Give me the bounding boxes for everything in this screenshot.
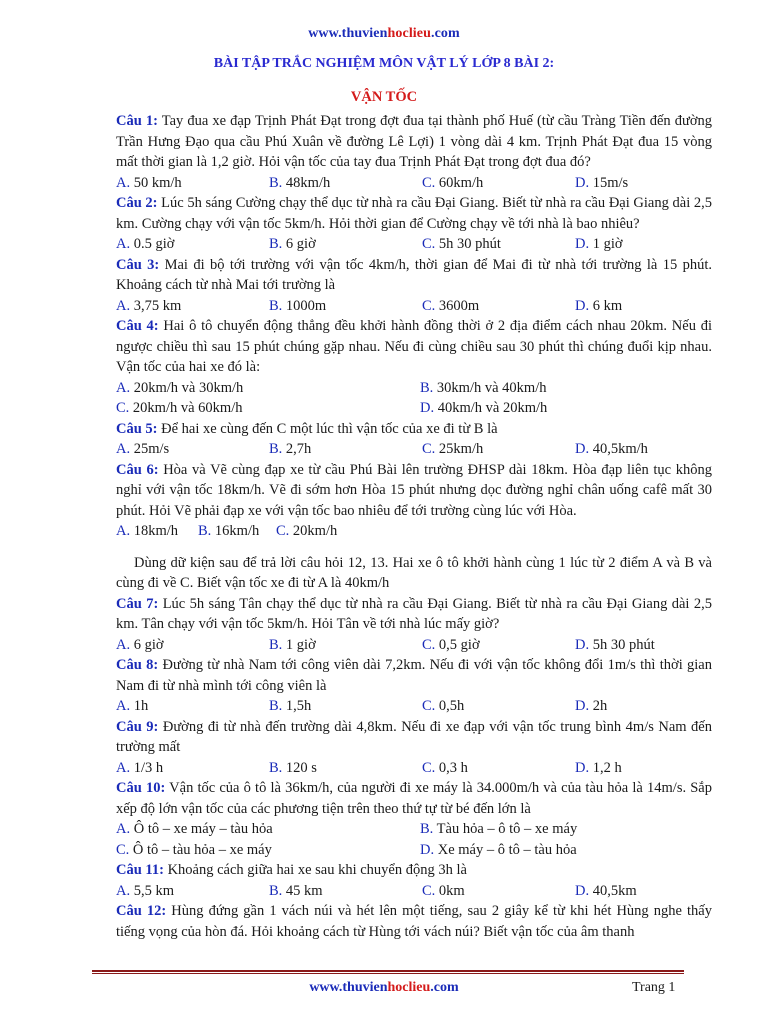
question-label: Câu 11: bbox=[116, 862, 164, 878]
site-name-part: www.thuvien bbox=[309, 980, 388, 995]
option-letter: A. bbox=[116, 821, 131, 837]
shared-data-note: Dùng dữ kiện sau để trả lời câu hỏi 12, 13. Hai xe ô tô khởi hành cùng 1 lúc từ 2 điểm A và B và cùng đi về C. Biết vận tốc xe đi từ A là 40km/h bbox=[116, 554, 712, 591]
option-c[interactable] bbox=[422, 881, 575, 902]
option-letter: A. bbox=[116, 379, 131, 396]
site-name-part: .com bbox=[430, 980, 459, 995]
options-row bbox=[116, 234, 712, 255]
question-label: Câu 7: bbox=[116, 595, 159, 612]
option-d[interactable] bbox=[575, 881, 728, 902]
option-letter: C. bbox=[422, 698, 436, 714]
option-text: Tàu hỏa – ô tô – xe máy bbox=[433, 821, 578, 837]
option-letter: B. bbox=[420, 379, 434, 396]
option-text: 5h 30 phút bbox=[435, 236, 501, 252]
option-text: 40,5km/h bbox=[589, 441, 648, 457]
question-10 bbox=[116, 778, 712, 819]
option-letter: A. bbox=[116, 297, 131, 314]
option-text: 0,3 h bbox=[435, 759, 468, 776]
option-letter: B. bbox=[269, 882, 283, 899]
option-a[interactable] bbox=[116, 819, 420, 840]
option-c[interactable] bbox=[116, 840, 420, 861]
question-5 bbox=[116, 419, 712, 440]
option-letter: B. bbox=[420, 821, 434, 837]
option-a[interactable] bbox=[116, 439, 269, 460]
options-row bbox=[116, 758, 712, 779]
option-letter: D. bbox=[575, 174, 590, 191]
option-b[interactable] bbox=[420, 378, 712, 399]
option-text: 1 giờ bbox=[589, 236, 623, 252]
option-d[interactable] bbox=[575, 439, 728, 460]
question-text: Tay đua xe đạp Trịnh Phát Đạt trong đợt đua tại thành phố Huế (từ cầu Tràng Tiền đến đường Trần Hưng Đạo qua cầu Phú Xuân về đường Lê Lợi) 1 vòng dài 4 km. Trịnh Phát Đạt đua 15 vòng mất thời gian là 1,2 giờ. Hỏi vận tốc của tay đua Trịnh Phát Đạt trong đợt đua đó? bbox=[116, 113, 712, 170]
option-text: 50 km/h bbox=[130, 174, 182, 191]
question-list bbox=[116, 111, 712, 942]
question-label: Câu 5: bbox=[116, 420, 158, 437]
site-header-link[interactable] bbox=[0, 26, 768, 42]
option-letter: A. bbox=[116, 523, 131, 539]
option-text: 6 giờ bbox=[282, 236, 316, 252]
option-letter: C. bbox=[116, 841, 130, 858]
site-name-part: hoclieu bbox=[387, 980, 431, 995]
option-text: 2,7h bbox=[282, 441, 312, 457]
option-letter: B. bbox=[269, 636, 283, 653]
option-letter: A. bbox=[116, 441, 131, 457]
option-text: Ô tô – xe máy – tàu hỏa bbox=[130, 821, 273, 837]
option-text: 18km/h bbox=[130, 523, 179, 539]
option-letter: B. bbox=[269, 759, 283, 776]
option-b[interactable] bbox=[269, 173, 422, 194]
question-7 bbox=[116, 594, 712, 635]
option-letter: A. bbox=[116, 636, 131, 653]
option-c[interactable] bbox=[422, 635, 575, 656]
question-label: Câu 12: bbox=[116, 903, 167, 919]
option-text: 48km/h bbox=[282, 174, 331, 191]
question-label: Câu 3: bbox=[116, 256, 160, 273]
question-text: Đường từ nhà Nam tới công viên dài 7,2km. Nếu đi với vận tốc không đổi 1m/s thì thời gian Nam đi từ nhà mình tới công viên là bbox=[116, 657, 712, 694]
option-letter: D. bbox=[575, 882, 590, 899]
question-3 bbox=[116, 255, 712, 296]
option-text: 1/3 h bbox=[130, 759, 164, 776]
question-text: Hòa và Vẽ cùng đạp xe từ cầu Phú Bài lên trường ĐHSP dài 18km. Hòa đạp liên tục không nghỉ với vận tốc 18km/h. Vẽ đi sớm hơn Hòa 15 phút nhưng dọc đường nghỉ chân uống cafê mất 30 phút. Hỏi Vẽ phải đạp xe với vận tốc bao nhiêu để tới trường cùng lúc với Hòa. bbox=[116, 461, 712, 519]
option-letter: D. bbox=[575, 759, 590, 776]
option-text: 0.5 giờ bbox=[130, 236, 175, 252]
option-letter: D. bbox=[575, 441, 590, 457]
document-title: BÀI TẬP TRẮC NGHIỆM MÔN VẬT LÝ LỚP 8 BÀI 2: bbox=[213, 56, 555, 71]
option-letter: B. bbox=[269, 698, 283, 714]
option-text: 20km/h và 60km/h bbox=[129, 400, 243, 416]
question-1 bbox=[116, 111, 712, 173]
page-number: Trang 1 bbox=[632, 980, 676, 995]
option-a[interactable] bbox=[116, 881, 269, 902]
option-letter: A. bbox=[116, 174, 131, 191]
question-text: Khoảng cách giữa hai xe sau khi chuyển động 3h là bbox=[163, 862, 467, 878]
options-row bbox=[116, 635, 712, 656]
option-a[interactable] bbox=[116, 378, 420, 399]
option-text: 25km/h bbox=[435, 441, 484, 457]
option-text: 1000m bbox=[282, 297, 327, 314]
options-row bbox=[116, 296, 712, 317]
option-text: 15m/s bbox=[589, 174, 629, 191]
option-text: Xe máy – ô tô – tàu hỏa bbox=[434, 841, 577, 858]
option-d[interactable] bbox=[420, 840, 712, 861]
question-text: Đường đi từ nhà đến trường dài 4,8km. Nếu đi xe đạp với vận tốc trung bình 4m/s Nam đến trường mất bbox=[116, 718, 712, 755]
options-row bbox=[116, 521, 712, 542]
option-d[interactable] bbox=[575, 758, 728, 779]
option-d[interactable] bbox=[575, 696, 728, 717]
site-name-part: .com bbox=[431, 26, 460, 41]
option-text: 6 km bbox=[589, 297, 623, 314]
option-a[interactable] bbox=[116, 696, 269, 717]
option-text: 0,5 giờ bbox=[435, 636, 480, 653]
question-text: Vận tốc của ô tô là 36km/h, của người đi xe máy là 34.000m/h và của tàu hỏa là 14m/s. Sắp xếp độ lớn vận tốc của các phương tiện trên theo thứ tự từ bé đến lớn là bbox=[116, 780, 712, 817]
option-text: 0km bbox=[435, 882, 465, 899]
option-text: 0,5h bbox=[435, 698, 465, 714]
option-d[interactable] bbox=[575, 296, 728, 317]
option-letter: D. bbox=[575, 636, 590, 653]
option-letter: A. bbox=[116, 698, 131, 714]
option-text: 2h bbox=[589, 698, 608, 714]
option-letter: D. bbox=[575, 236, 590, 252]
option-letter: B. bbox=[269, 441, 283, 457]
option-letter: C. bbox=[422, 882, 436, 899]
option-text: 20km/h và 30km/h bbox=[130, 379, 244, 396]
question-2 bbox=[116, 193, 712, 234]
question-text: Lúc 5h sáng Tân chạy thể dục từ nhà ra cầu Đại Giang. Biết từ nhà ra cầu Đại Giang dài 2,5 km. Tân chạy với vận tốc 5km/h. Hỏi Tân về tới nhà lúc mấy giờ? bbox=[116, 595, 712, 632]
question-text: Lúc 5h sáng Cường chạy thể dục từ nhà ra cầu Đại Giang. Biết từ nhà ra cầu Đại Giang dài 2,5 km. Cường chạy với vận tốc 5km/h. Hỏi thời gian để Cường chạy về tới nhà là bao nhiêu? bbox=[116, 195, 712, 232]
option-b[interactable] bbox=[269, 296, 422, 317]
option-d[interactable] bbox=[420, 398, 712, 419]
option-c[interactable] bbox=[422, 696, 575, 717]
option-text: Ô tô – tàu hỏa – xe máy bbox=[129, 841, 272, 858]
document-subtitle: VẬN TỐC bbox=[350, 89, 418, 105]
option-text: 25m/s bbox=[130, 441, 170, 457]
option-a[interactable] bbox=[116, 173, 269, 194]
option-text: 16km/h bbox=[211, 523, 260, 539]
option-c[interactable] bbox=[422, 439, 575, 460]
option-b[interactable] bbox=[269, 696, 422, 717]
option-b[interactable] bbox=[420, 819, 712, 840]
option-text: 20km/h bbox=[289, 523, 338, 539]
question-text: Hùng đứng gần 1 vách núi và hét lên một tiếng, sau 2 giây kể từ khi hét Hùng nghe thấy tiếng vọng của hòn đá. Hỏi khoảng cách từ Hùng tới vách núi? Biết vận tốc của âm thanh bbox=[116, 903, 712, 940]
option-text: 120 s bbox=[282, 759, 317, 776]
option-a[interactable] bbox=[116, 296, 269, 317]
option-c[interactable] bbox=[422, 173, 575, 194]
option-text: 30km/h và 40km/h bbox=[433, 379, 547, 396]
options-grid bbox=[116, 378, 712, 419]
option-letter: D. bbox=[575, 297, 590, 314]
option-text: 1 giờ bbox=[282, 636, 316, 653]
option-letter: C. bbox=[422, 297, 436, 314]
option-b[interactable] bbox=[269, 881, 422, 902]
option-b[interactable] bbox=[269, 635, 422, 656]
question-12 bbox=[116, 901, 712, 942]
option-text: 40,5km bbox=[589, 882, 637, 899]
option-d[interactable] bbox=[575, 173, 728, 194]
options-row bbox=[116, 881, 712, 902]
option-c[interactable] bbox=[422, 758, 575, 779]
option-text: 1,2 h bbox=[589, 759, 622, 776]
question-4 bbox=[116, 316, 712, 378]
option-a[interactable] bbox=[116, 758, 269, 779]
options-row bbox=[116, 696, 712, 717]
option-text: 60km/h bbox=[435, 174, 484, 191]
option-letter: C. bbox=[422, 236, 436, 252]
option-letter: C. bbox=[422, 759, 436, 776]
options-row bbox=[116, 173, 712, 194]
option-c[interactable] bbox=[422, 296, 575, 317]
option-a[interactable] bbox=[116, 521, 198, 542]
option-text: 5h 30 phút bbox=[589, 636, 655, 653]
question-text: Mai đi bộ tới trường với vận tốc 4km/h, thời gian để Mai đi từ nhà tới trường là 15 phút. Khoảng cách từ nhà Mai tới trường là bbox=[116, 256, 712, 293]
option-letter: C. bbox=[422, 441, 436, 457]
option-b[interactable] bbox=[198, 521, 276, 542]
option-letter: A. bbox=[116, 882, 131, 899]
option-letter: C. bbox=[116, 400, 130, 416]
option-letter: D. bbox=[420, 841, 435, 858]
option-letter: B. bbox=[198, 523, 212, 539]
question-label: Câu 4: bbox=[116, 318, 159, 334]
option-letter: D. bbox=[420, 400, 435, 416]
question-label: Câu 8: bbox=[116, 657, 159, 673]
option-b[interactable] bbox=[269, 234, 422, 255]
question-8 bbox=[116, 655, 712, 696]
question-label: Câu 9: bbox=[116, 718, 159, 735]
option-c[interactable] bbox=[276, 521, 337, 542]
option-text: 40km/h và 20km/h bbox=[434, 400, 548, 416]
option-letter: C. bbox=[422, 174, 436, 191]
option-text: 1,5h bbox=[282, 698, 312, 714]
option-letter: B. bbox=[269, 297, 283, 314]
option-c[interactable] bbox=[116, 398, 420, 419]
option-letter: C. bbox=[422, 636, 436, 653]
option-text: 3,75 km bbox=[130, 297, 182, 314]
option-text: 6 giờ bbox=[130, 636, 164, 653]
option-letter: B. bbox=[269, 174, 283, 191]
option-letter: A. bbox=[116, 236, 131, 252]
question-text: Để hai xe cùng đến C một lúc thì vận tốc của xe đi từ B là bbox=[157, 420, 498, 437]
question-label: Câu 2: bbox=[116, 195, 158, 211]
options-row bbox=[116, 439, 712, 460]
option-text: 1h bbox=[130, 698, 149, 714]
option-a[interactable] bbox=[116, 234, 269, 255]
footer-divider bbox=[92, 970, 684, 972]
question-9 bbox=[116, 717, 712, 758]
option-text: 3600m bbox=[435, 297, 480, 314]
question-6 bbox=[116, 460, 712, 522]
option-a[interactable] bbox=[116, 635, 269, 656]
option-text: 45 km bbox=[282, 882, 323, 899]
option-text: 5,5 km bbox=[130, 882, 175, 899]
option-b[interactable] bbox=[269, 439, 422, 460]
site-name-part: www.thuvien bbox=[308, 26, 388, 41]
options-grid bbox=[116, 819, 712, 860]
question-text: Hai ô tô chuyển động thẳng đều khởi hành đồng thời ở 2 địa điểm cách nhau 20km. Nếu đi ngược chiều thì sau 15 phút chúng gặp nhau. Nếu đi cùng chiều sau 30 phút thì chúng đuổi kịp nhau. Vận tốc của hai xe đó là: bbox=[116, 318, 712, 375]
option-letter: A. bbox=[116, 759, 131, 776]
site-name-part: hoclieu bbox=[387, 26, 431, 41]
option-letter: B. bbox=[269, 236, 283, 252]
footer-divider-thin bbox=[92, 973, 684, 974]
option-letter: D. bbox=[575, 698, 590, 714]
option-d[interactable] bbox=[575, 635, 728, 656]
option-c[interactable] bbox=[422, 234, 575, 255]
question-label: Câu 1: bbox=[116, 113, 158, 129]
option-b[interactable] bbox=[269, 758, 422, 779]
question-11 bbox=[116, 860, 712, 881]
option-d[interactable] bbox=[575, 234, 728, 255]
question-label: Câu 10: bbox=[116, 780, 166, 796]
question-label: Câu 6: bbox=[116, 461, 159, 478]
option-letter: C. bbox=[276, 523, 290, 539]
